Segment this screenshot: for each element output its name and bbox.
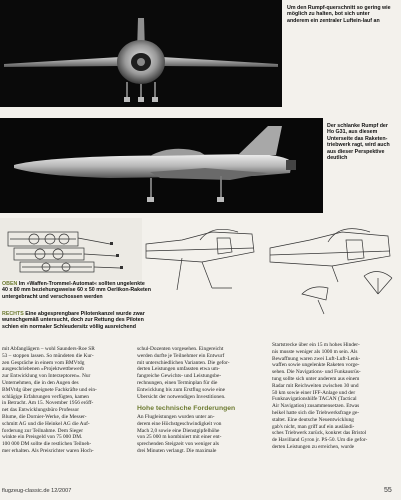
- text-line: sehen. Die Navigations- und Funkausrüs-: [272, 369, 361, 376]
- caption-mid-right: Der schlanke Rumpf der Ho G31, aus diesem Unterseite das Raketen-triebwerk ragt, wird auch aus dieser Perspektive deutlich: [327, 123, 390, 162]
- caption-oben: OBEN Im »Waffen-Trommel-Automat« sollten ungelenkte 40 x 80 mm beziehungsweise 60 x 50 mm Oerlikon-Raketen untergebracht und verschossen werden: [2, 281, 151, 300]
- text-line: staltet. Eine deutsche Neuentwicklung: [272, 416, 354, 423]
- text-line: Übersicht der notwendigen Investitionen.: [137, 393, 226, 400]
- section-heading: Hohe technische Forderungen: [137, 405, 236, 412]
- text-column-2-top: [137, 346, 268, 400]
- text-line: Unternehmen, die in den Augen des: [2, 379, 79, 386]
- text-column-2-bottom: [137, 414, 268, 455]
- text-line: mit Abfanglägern – wohl Saunders-Roe SR: [2, 346, 95, 352]
- aircraft-front-model-image: [0, 0, 282, 107]
- text-line: Radar mit Reichweiten zwischen 30 und: [272, 382, 359, 389]
- text-line: net das Entwicklungsbüro Professor: [2, 407, 80, 414]
- text-line: rechnungen, einen Terminplan für die: [137, 379, 218, 386]
- text-line: schmitt AG und die Heinkel AG die Auf-: [2, 420, 90, 427]
- text-line: Air Navigation) zusammensetzen. Etwas: [272, 403, 360, 410]
- text-line: Funknavigationshilfe TACAN (Tactical: [272, 396, 357, 403]
- caption-top-right: Um den Rumpf-querschnitt so gering wie möglich zu halten, bot sich unter anderem ein zentraler Luftein-lauf an: [287, 5, 391, 24]
- text-line: Startstrecke über ein 15 m hohes Hinder-: [272, 342, 360, 348]
- text-line: derten Leistungen zu erreichen, wurde: [272, 443, 355, 450]
- text-line: 53 – stoppen lassen. So mündeten die Kur-: [2, 352, 94, 359]
- text-line: BMVtdg über geeignete Fachkräfte und ein-: [2, 386, 97, 393]
- text-line: ausgeschriebenen »Projektwettbewerb: [2, 366, 85, 373]
- text-line: zur Entwicklung von Interzeptoren«. Nur: [2, 373, 91, 380]
- text-line: winkte ein Preisgeld von 75 000 DM.: [2, 434, 83, 441]
- text-line: tung sollte sich unter anderem aus einem: [272, 375, 360, 382]
- caption-rechts: RECHTS Eine abgesprengbare Pilotenkanzel wurde zwar wunschgemäß untersucht, doch zur Rettung des Piloten schien ein normaler Schleudersitz völlig ausreichend: [2, 311, 145, 330]
- footer-publication: flugzeug-classic.de 12/2007: [2, 488, 72, 494]
- text-line: werden durfte je Teilnehmer ein Entwurf: [137, 352, 225, 359]
- aircraft-side-model-image: [0, 118, 323, 213]
- page-number: 55: [384, 487, 392, 494]
- drawing-rocket-drum: [0, 218, 142, 280]
- text-line: nis musste weniger als 1000 m sein. Als: [272, 348, 358, 355]
- text-line: Blume, die Dornier-Werke, die Messer-: [2, 413, 87, 420]
- text-line: Entwicklung bis zum Erstflug sowie eine: [137, 386, 226, 393]
- text-line: An Flugleistungen wurden unter an-: [137, 414, 215, 420]
- canopy-diagram: [142, 218, 401, 328]
- text-line: sches Triebwerk zurück, konkret das Bristol: [272, 430, 367, 437]
- text-line: 100 000 DM sollte die restlichen Teilneh-: [2, 441, 92, 448]
- text-line: heikel hatte sich die Triebwerksfrage ge-: [272, 409, 360, 416]
- text-line: de Havilland Gyron jr. PS-50. Um die gefor-: [272, 437, 368, 444]
- text-column-1: [2, 346, 134, 455]
- text-line: mit unterschiedlichen Varianten. Die gefor-: [137, 359, 230, 366]
- text-line: von 25 000 m kombiniert mit einer ent-: [137, 434, 222, 441]
- rocket-drum-diagram: [0, 218, 142, 280]
- text-line: Mach 2,0 sowie eine Dienstgipfelhöhe: [137, 427, 220, 434]
- photo-front-view: [0, 0, 282, 107]
- text-line: fangreiche Gewichts- und Leistungsbe-: [137, 373, 222, 380]
- text-line: mer erhalten. Als Preisrichter waren Hoch-: [2, 447, 94, 454]
- text-line: 50 km sowie einer IFF-Anlage und der: [272, 389, 356, 396]
- text-line: derten Leistungen umfassten etwa um-: [137, 366, 220, 373]
- drawing-canopy-study: [142, 218, 401, 328]
- text-line: schul-Dozenten vorgesehen. Eingereicht: [137, 346, 224, 352]
- text-line: Bewaffnung waren zwei Luft-Luft-Lenk-: [272, 355, 361, 362]
- text-line: waffen sowie ungelenkte Raketen vorge-: [272, 362, 360, 369]
- text-line: derem eine Höchstgeschwindigkeit von: [137, 420, 222, 427]
- text-line: schlägige Erfahrungen verfügten, kamen: [2, 393, 89, 400]
- text-line: in Betracht. Am 15. November 1956 eröff-: [2, 400, 94, 407]
- text-line: sprechenden Steigzeit von weniger als: [137, 441, 219, 448]
- text-line: zen Gespräche in einem vom BMVtdg: [2, 359, 85, 366]
- text-line: gab's nicht, man griff auf ein ausländi-: [272, 423, 355, 430]
- photo-side-view: [0, 118, 323, 213]
- text-line: forderung zur Teilnahme. Dem Sieger: [2, 427, 83, 434]
- text-line: drei Minuten verlangt. Die maximale: [137, 447, 217, 454]
- text-column-3: [272, 342, 399, 451]
